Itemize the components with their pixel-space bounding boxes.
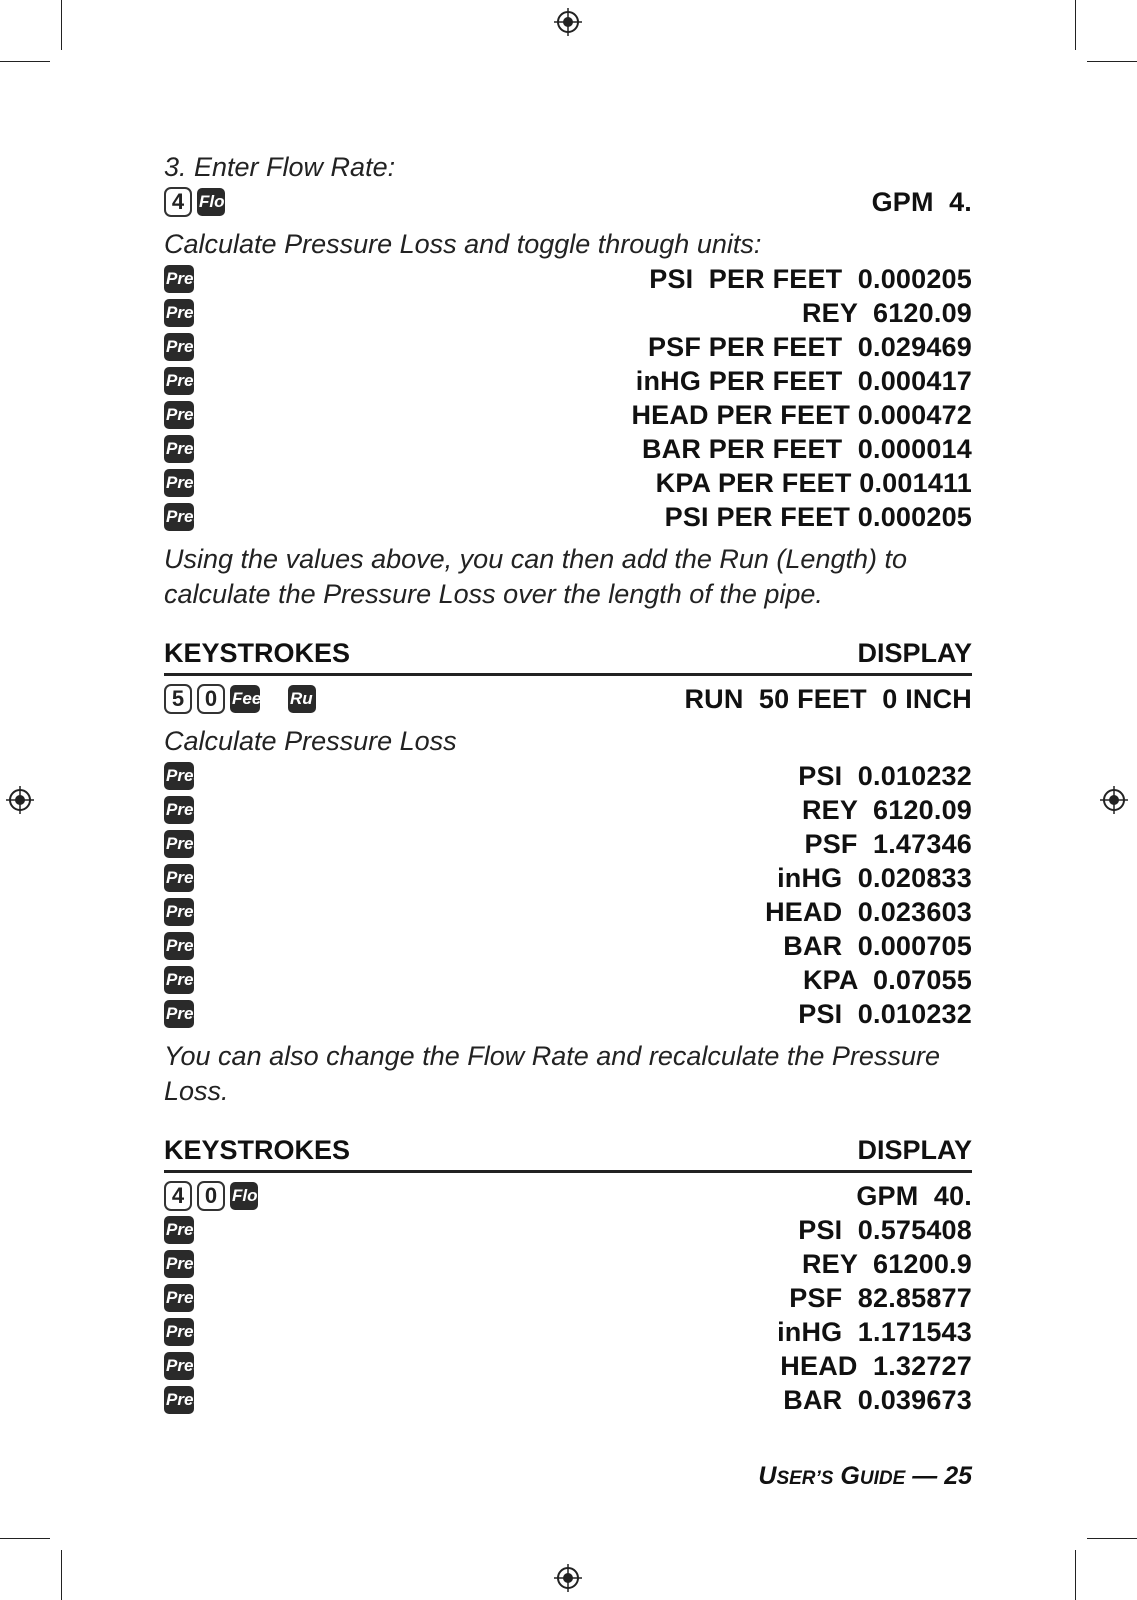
key-0[interactable]: 0 bbox=[197, 684, 225, 714]
pressure-key[interactable]: Pres bbox=[164, 401, 194, 429]
crop-mark bbox=[0, 61, 50, 62]
display-value: HEAD PER FEET 0.000472 bbox=[631, 399, 972, 430]
crop-mark bbox=[61, 1550, 62, 1600]
registration-mark-icon bbox=[1100, 786, 1128, 814]
display-value: PSI PER FEET 0.000205 bbox=[664, 501, 972, 532]
display-value: KPA 0.07055 bbox=[802, 964, 972, 995]
display-value: REY 6120.09 bbox=[801, 794, 972, 825]
display-value: PSI PER FEET 0.000205 bbox=[649, 263, 972, 294]
display-value: BAR 0.039673 bbox=[783, 1384, 972, 1415]
crop-mark bbox=[61, 0, 62, 50]
result-row bbox=[164, 1213, 972, 1247]
table-header bbox=[164, 1135, 972, 1173]
result-row bbox=[164, 793, 972, 827]
display-value: PSF 82.85877 bbox=[789, 1282, 972, 1313]
page-content bbox=[164, 150, 972, 1417]
keystrokes bbox=[164, 684, 316, 714]
key-4[interactable]: 4 bbox=[164, 1181, 192, 1211]
display-value: PSF PER FEET 0.029469 bbox=[647, 331, 972, 362]
keystrokes-header: KEYSTROKES bbox=[164, 638, 351, 668]
calc-note: Calculate Pressure Loss and toggle through units: bbox=[164, 229, 762, 259]
display-value: REY 6120.09 bbox=[801, 297, 972, 328]
calc-note: Calculate Pressure Loss bbox=[164, 726, 457, 756]
result-row bbox=[164, 1315, 972, 1349]
display-header: DISPLAY bbox=[857, 638, 972, 668]
pressure-key[interactable]: Pres bbox=[164, 435, 194, 463]
pressure-key[interactable]: Pres bbox=[164, 864, 194, 892]
display-value: PSI 0.010232 bbox=[798, 998, 972, 1029]
pressure-key[interactable]: Pres bbox=[164, 1250, 194, 1278]
key-0[interactable]: 0 bbox=[197, 1181, 225, 1211]
result-row bbox=[164, 1281, 972, 1315]
display-value: inHG 0.020833 bbox=[777, 862, 972, 893]
result-row bbox=[164, 262, 972, 296]
results-list bbox=[164, 1213, 972, 1417]
result-row bbox=[164, 500, 972, 534]
pressure-key[interactable]: Pres bbox=[164, 1352, 194, 1380]
pressure-key[interactable]: Pres bbox=[164, 1216, 194, 1244]
display-value: GPM 40. bbox=[856, 1180, 972, 1211]
crop-mark bbox=[1075, 1550, 1076, 1600]
pressure-key[interactable]: Pres bbox=[164, 830, 194, 858]
pressure-key[interactable]: Pres bbox=[164, 1386, 194, 1414]
pressure-key[interactable]: Pres bbox=[164, 796, 194, 824]
registration-mark-icon bbox=[554, 8, 582, 36]
result-row bbox=[164, 330, 972, 364]
step-note: 3. Enter Flow Rate: bbox=[164, 152, 396, 182]
display-value: PSF 1.47346 bbox=[804, 828, 972, 859]
pressure-key[interactable]: Pres bbox=[164, 966, 194, 994]
key-5[interactable]: 5 bbox=[164, 684, 192, 714]
page-number: 25 bbox=[944, 1462, 972, 1490]
result-row bbox=[164, 997, 972, 1031]
result-row bbox=[164, 861, 972, 895]
run-key[interactable]: Ru bbox=[288, 685, 316, 713]
display-value: PSI 0.575408 bbox=[798, 1214, 972, 1245]
keystrokes-header: KEYSTROKES bbox=[164, 1135, 351, 1165]
display-value: REY 61200.9 bbox=[801, 1248, 972, 1279]
flow-entry-row bbox=[164, 1179, 972, 1213]
result-row bbox=[164, 364, 972, 398]
display-value: inHG PER FEET 0.000417 bbox=[635, 365, 972, 396]
display-value: PSI 0.010232 bbox=[798, 760, 972, 791]
pressure-key[interactable]: Pres bbox=[164, 898, 194, 926]
result-row bbox=[164, 929, 972, 963]
pressure-key[interactable]: Pres bbox=[164, 932, 194, 960]
result-row bbox=[164, 759, 972, 793]
pressure-key[interactable]: Pres bbox=[164, 333, 194, 361]
pressure-key[interactable]: Pres bbox=[164, 469, 194, 497]
result-row bbox=[164, 432, 972, 466]
display-header: DISPLAY bbox=[857, 1135, 972, 1165]
flow-key[interactable]: Flo bbox=[197, 188, 225, 216]
crop-mark bbox=[1075, 0, 1076, 50]
pressure-key[interactable]: Pres bbox=[164, 367, 194, 395]
crop-mark bbox=[1087, 1538, 1137, 1539]
display-value: RUN 50 FEET 0 INCH bbox=[684, 683, 972, 714]
crop-mark bbox=[0, 1538, 50, 1539]
key-4[interactable]: 4 bbox=[164, 187, 192, 217]
pressure-key[interactable]: Pres bbox=[164, 503, 194, 531]
result-row bbox=[164, 827, 972, 861]
crop-mark bbox=[1087, 61, 1137, 62]
result-row bbox=[164, 1247, 972, 1281]
keystrokes bbox=[164, 187, 225, 217]
registration-mark-icon bbox=[554, 1564, 582, 1592]
display-value: BAR 0.000705 bbox=[783, 930, 972, 961]
display-value: inHG 1.171543 bbox=[777, 1316, 972, 1347]
flow-key[interactable]: Flo bbox=[230, 1182, 258, 1210]
result-row bbox=[164, 398, 972, 432]
result-row bbox=[164, 963, 972, 997]
instruction-note: Using the values above, you can then add the Run (Length) to calculate the Pressure Loss over the length of the pipe. bbox=[164, 544, 908, 609]
pressure-key[interactable]: Pres bbox=[164, 1318, 194, 1346]
display-value: HEAD 0.023603 bbox=[765, 896, 972, 927]
result-row bbox=[164, 895, 972, 929]
result-row bbox=[164, 1383, 972, 1417]
keystrokes bbox=[164, 1181, 258, 1211]
page-footer: USER’S GUIDE — 25 bbox=[758, 1462, 972, 1490]
result-row bbox=[164, 1349, 972, 1383]
run-entry-row bbox=[164, 682, 972, 716]
result-row bbox=[164, 296, 972, 330]
pressure-key[interactable]: Pres bbox=[164, 265, 194, 293]
display-value: GPM 4. bbox=[871, 186, 972, 217]
pressure-key[interactable]: Pres bbox=[164, 299, 194, 327]
results-list bbox=[164, 262, 972, 534]
result-row bbox=[164, 466, 972, 500]
display-value: HEAD 1.32727 bbox=[780, 1350, 972, 1381]
table-header bbox=[164, 638, 972, 676]
display-value: KPA PER FEET 0.001411 bbox=[655, 467, 972, 498]
flow-entry-row bbox=[164, 185, 972, 219]
results-list bbox=[164, 759, 972, 1031]
display-value: BAR PER FEET 0.000014 bbox=[641, 433, 972, 464]
instruction-note: You can also change the Flow Rate and recalculate the Pressure Loss. bbox=[164, 1041, 940, 1106]
pressure-key[interactable]: Pres bbox=[164, 762, 194, 790]
pressure-key[interactable]: Pres bbox=[164, 1284, 194, 1312]
feet-key[interactable]: Fee bbox=[230, 685, 260, 713]
pressure-key[interactable]: Pres bbox=[164, 1000, 194, 1028]
registration-mark-icon bbox=[6, 786, 34, 814]
